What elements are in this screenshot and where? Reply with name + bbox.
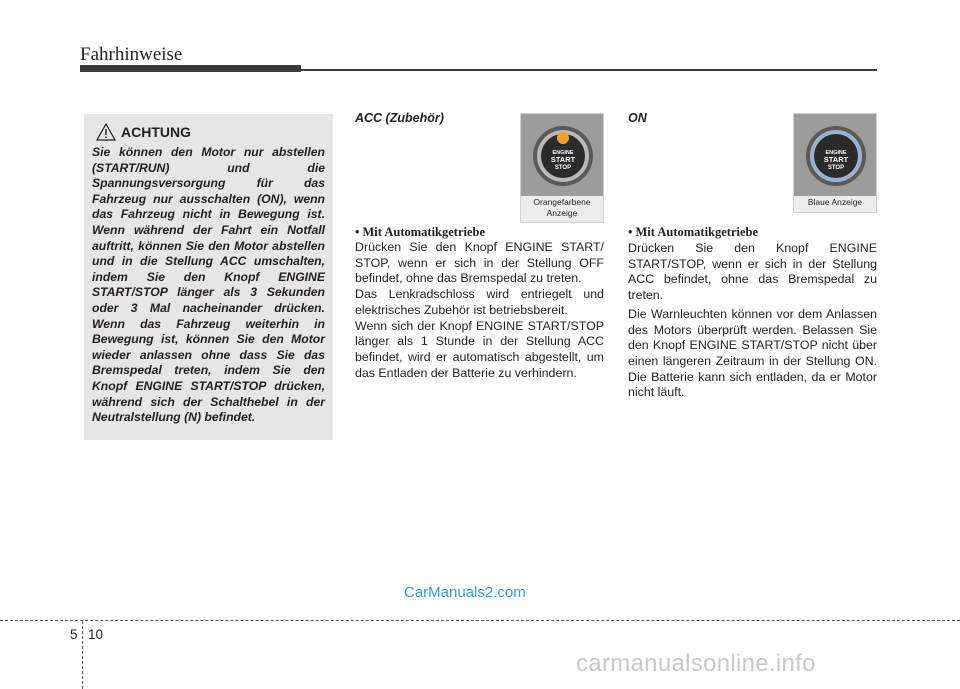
on-section-title: ON: [628, 111, 647, 125]
warning-title: ACHTUNG: [121, 124, 191, 140]
footer-dashed-rule: [0, 620, 960, 621]
on-paragraph: Die Warnleuchten können vor dem Anlassen des Motors überprüft werden. Belassen Sie den Knopf ENGINE START/STOP nicht über einen längeren Zeitraum in der Stellung ON. Die Batterie kann sich entladen, da er Motor nicht läuft.: [628, 306, 877, 400]
engine-start-button-icon: [532, 118, 594, 190]
warning-box: [84, 114, 333, 440]
page-number: 10: [88, 627, 104, 642]
acc-paragraph: Wenn sich der Knopf ENGINE START/STOP länger als 1 Stunde in der Stellung ACC befindet, wird er automatisch abgestellt, um das Entladen der Batterie zu verhindern.: [355, 318, 604, 380]
watermark-carmanualsonline[interactable]: carmanualsonline.info: [576, 650, 816, 677]
acc-image-caption: Orangefarbene Anzeige: [533, 197, 591, 218]
page-section-number: 5: [70, 627, 78, 642]
button-text-stop: STOP: [554, 165, 572, 171]
acc-indicator-light: [557, 132, 569, 144]
on-image-caption: Blaue Anzeige: [807, 197, 863, 207]
footer-vertical-dashed-rule: [82, 621, 83, 689]
on-paragraph: Drücken Sie den Knopf ENGINE START/STOP, wenn er sich in der Stellung ACC befindet, ohne das Bremspedal zu treten.: [628, 241, 877, 303]
on-bullet-heading: • Mit Automatikgetriebe: [628, 225, 759, 239]
button-text-engine: ENGINE: [825, 150, 847, 156]
button-text-start: START: [823, 155, 849, 164]
warning-triangle-icon: [96, 123, 116, 141]
acc-bullet-heading: • Mit Automatikgetriebe: [355, 225, 486, 239]
button-text-start: START: [550, 155, 576, 164]
warning-heading: [96, 122, 191, 142]
page-header-title: Fahrhinweise: [80, 44, 183, 65]
button-text-stop: STOP: [827, 165, 845, 171]
acc-paragraph: Das Lenkradschloss wird entriegelt und elektrisches Zubehör ist betriebsbereit.: [355, 287, 604, 317]
on-button-image: [793, 113, 877, 213]
acc-body-text: [355, 240, 604, 381]
acc-button-image: [520, 113, 604, 223]
acc-section-title: ACC (Zubehör): [355, 111, 444, 125]
header-rule-thin: [301, 69, 877, 71]
engine-start-button-icon: [805, 118, 867, 190]
acc-paragraph: Drücken Sie den Knopf ENGINE START/ STOP, wenn er sich in der Stellung OFF befindet, ohne das Bremspedal zu treten.: [355, 240, 604, 286]
header-rule-thick: [80, 65, 301, 72]
button-text-engine: ENGINE: [552, 150, 574, 156]
watermark-carmanuals2[interactable]: CarManuals2.com: [404, 584, 526, 601]
on-body-text: [628, 241, 877, 401]
warning-text: Sie können den Motor nur abstellen (START/RUN) und die Spannungsversorgung für das Fahrzeug nur ausschalten (ON), wenn das Fahrzeug nicht in Bewegung ist. Wenn während der Fahrt ein Notfall auftritt, können Sie den Motor abstellen und in die Stellung ACC umschalten, indem Sie den Knopf ENGINE START/STOP länger als 3 Sekunden oder 3 Mal nacheinander drücken. Wenn das Fahrzeug weiterhin in Bewegung ist, können Sie den Motor wieder anlassen ohne dass Sie das Bremspedal treten, indem Sie den Knopf ENGINE START/STOP drücken, während sich der Schalthebel in der Neutralstellung (N) befindet.: [92, 145, 325, 425]
